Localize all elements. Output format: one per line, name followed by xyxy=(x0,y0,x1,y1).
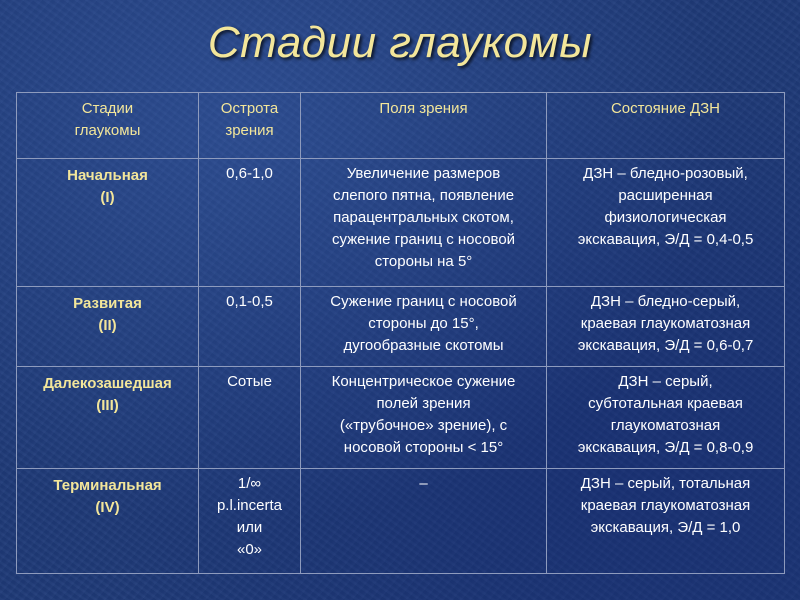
cell-line: Сотые xyxy=(227,373,272,390)
cell-disc xyxy=(547,159,785,287)
cell-stage xyxy=(17,367,199,469)
cell-line: Стадии xyxy=(81,100,134,117)
table-row xyxy=(17,287,785,367)
cell-line: Поля зрения xyxy=(379,100,468,117)
cell-fields xyxy=(301,367,547,469)
cell-fields xyxy=(301,159,547,287)
cell-line: 0,6-1,0 xyxy=(226,165,273,182)
header-stage xyxy=(17,93,199,159)
cell-acuity xyxy=(199,159,301,287)
cell-line: Далекозашедшая xyxy=(43,375,172,392)
cell-line: «0» xyxy=(236,541,263,558)
cell-line: Начальная xyxy=(67,167,148,184)
table-header-row xyxy=(17,93,785,159)
table-row xyxy=(17,159,785,287)
cell-line: экскавация, Э/Д = 1,0 xyxy=(590,519,741,536)
cell-line: – xyxy=(419,475,428,492)
cell-disc xyxy=(547,287,785,367)
cell-line: ДЗН – серый, тотальная xyxy=(580,475,751,492)
cell-line: Развитая xyxy=(73,295,142,312)
cell-line: Увеличение размеров xyxy=(346,165,501,182)
page-title: Стадии глаукомы xyxy=(207,18,593,67)
cell-line: 0,1-0,5 xyxy=(226,293,273,310)
table-row xyxy=(17,469,785,574)
cell-line: ДЗН – бледно-серый, xyxy=(590,293,741,310)
cell-line: экскавация, Э/Д = 0,4-0,5 xyxy=(577,231,754,248)
cell-line: или xyxy=(236,519,263,536)
cell-line: зрения xyxy=(225,122,274,139)
header-disc xyxy=(547,93,785,159)
cell-line: стороны на 5° xyxy=(374,253,473,270)
cell-line: ДЗН – серый, xyxy=(618,373,713,390)
cell-line: Концентрическое сужение xyxy=(331,373,516,390)
cell-line: физиологическая xyxy=(604,209,727,226)
table-row xyxy=(17,367,785,469)
cell-stage xyxy=(17,159,199,287)
cell-line: субтотальная краевая xyxy=(588,395,743,412)
cell-acuity xyxy=(199,469,301,574)
glaucoma-stages-table xyxy=(16,92,785,574)
cell-acuity xyxy=(199,367,301,469)
cell-stage xyxy=(17,469,199,574)
cell-line: Сужение границ с носовой xyxy=(330,293,517,310)
cell-line: краевая глаукоматозная xyxy=(580,315,751,332)
cell-line: 1/∞ xyxy=(237,475,262,492)
cell-line: (I) xyxy=(100,189,115,206)
header-fields xyxy=(301,93,547,159)
cell-line: глаукомы xyxy=(74,122,141,139)
cell-line: сужение границ с носовой xyxy=(331,231,516,248)
cell-line: полей зрения xyxy=(376,395,471,412)
cell-line: расширенная xyxy=(618,187,713,204)
cell-disc xyxy=(547,469,785,574)
cell-line: («трубочное» зрение), с xyxy=(339,417,508,434)
cell-line: Состояние ДЗН xyxy=(610,100,721,117)
cell-fields xyxy=(301,469,547,574)
cell-fields xyxy=(301,287,547,367)
cell-line: стороны до 15°, xyxy=(368,315,479,332)
cell-line: дугообразные скотомы xyxy=(343,337,504,354)
cell-line: p.l.incerta xyxy=(216,497,283,514)
cell-line: глаукоматозная xyxy=(610,417,721,434)
cell-acuity xyxy=(199,287,301,367)
cell-line: ДЗН – бледно-розовый, xyxy=(583,165,748,182)
cell-disc xyxy=(547,367,785,469)
cell-line: краевая глаукоматозная xyxy=(580,497,751,514)
cell-line: Терминальная xyxy=(53,477,162,494)
cell-line: слепого пятна, появление xyxy=(332,187,515,204)
cell-line: (III) xyxy=(96,397,119,414)
cell-line: экскавация, Э/Д = 0,6-0,7 xyxy=(577,337,754,354)
cell-line: Острота xyxy=(220,100,279,117)
cell-line: носовой стороны < 15° xyxy=(343,439,504,456)
header-acuity xyxy=(199,93,301,159)
cell-line: (II) xyxy=(98,317,117,334)
cell-line: (IV) xyxy=(95,499,120,516)
cell-stage xyxy=(17,287,199,367)
cell-line: парацентральных скотом, xyxy=(333,209,514,226)
cell-line: экскавация, Э/Д = 0,8-0,9 xyxy=(577,439,754,456)
